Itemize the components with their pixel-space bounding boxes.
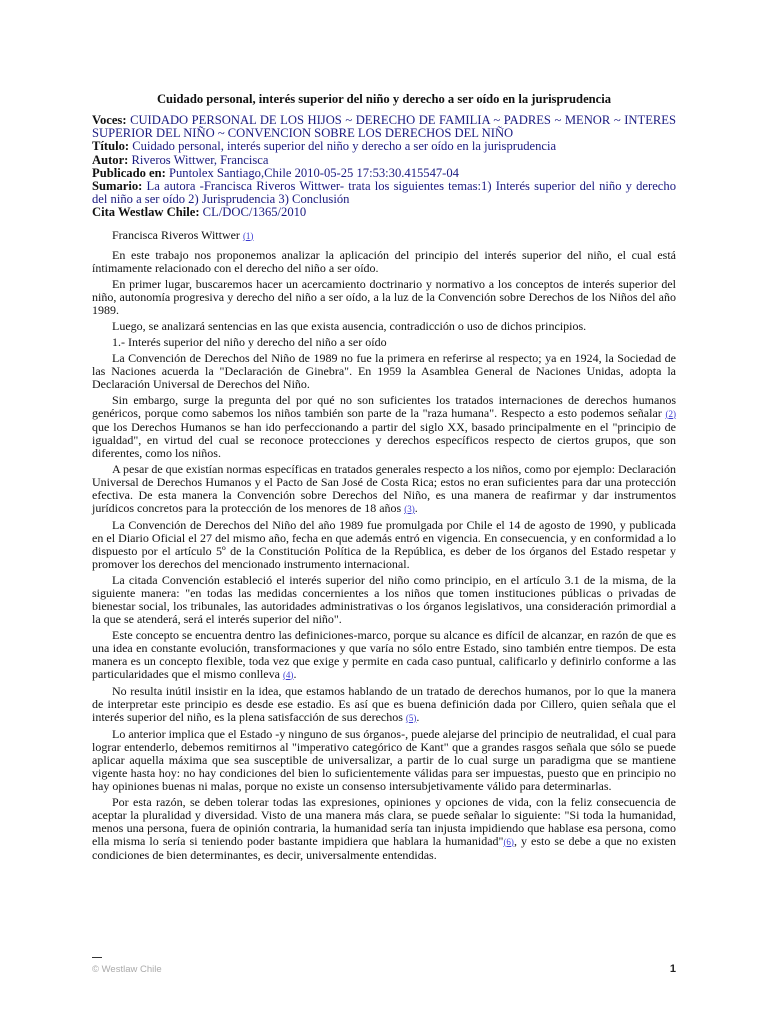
footnote-link-5[interactable]: (5) (405, 712, 417, 723)
author-line (92, 229, 676, 243)
paragraph-13-text-a: Por esta razón, se deben tolerar todas las expresiones, opiniones y opciones de vida, con la feliz consecuencia de aceptar la pluralidad y diversidad. Visto de una manera más clara, se puede señalar lo siguiente: "Si toda la humanidad, menos una persona, fuera de opinión contraria, la humanidad sería tan injusta impidiendo que hablase esa persona, como ella misma lo sería si teniendo poder bastante impidiera que hablara la humanidad" (92, 794, 676, 848)
paragraph-6-text-b: que los Derechos Humanos se han ido perfeccionando a partir del siglo XX, basado principalmente en el "principio de igualdad", en virtud del cual se reconoce protecciones y derechos específicos respecto de ciertos grupos, que son diferentes, como los niños. (92, 419, 676, 460)
author-name: Francisca Riveros Wittwer (112, 227, 240, 242)
footer-copyright: © Westlaw Chile (92, 964, 162, 975)
footnote-link-4[interactable]: (4) (282, 669, 294, 680)
voces-value: CUIDADO PERSONAL DE LOS HIJOS ~ DERECHO DE FAMILIA ~ PADRES ~ MENOR ~ INTERES SUPERIOR DEL NIÑO ~ CONVENCION SOBRE LOS DERECHOS DEL NIÑO (92, 113, 676, 141)
voces-row (92, 114, 676, 140)
paragraph-7: A pesar de que existían normas específicas en tratados generales respecto a los niños, como por ejemplo: Declaración Universal de Derechos Humanos y el Pacto de San José de Costa Rica; estos no eran suficientes para dar una protección efectiva. De esta manera la Convención sobre Derechos del Niño, es una manera de reafirmar y dar instrumentos jurídicos concretos para la protección de los menores de 18 años (3). (92, 461, 676, 515)
paragraph-5: La Convención de Derechos del Niño de 1989 no fue la primera en referirse al respecto; ya en 1924, la Sociedad de las Naciones acuerda la "Declaración de Ginebra". En 1959 la Asamblea General de Naciones Unidas, adopta la Declaración Universal de Derechos del Niño. (92, 350, 676, 391)
publicado-value: Puntolex Santiago,Chile 2010-05-25 17:53:30.415547-04 (168, 165, 459, 180)
document-title: Cuidado personal, interés superior del niño y derecho a ser oído en la jurisprudencia (156, 92, 612, 106)
paragraph-11-text: No resulta inútil insistir en la idea, que estamos hablando de un tratado de derechos humanos, por lo que la manera de interpretar este principio es desde ese estadio. Es así que es buena definición dada por Cillero, quien señala que el interés superior del niño, es la plena satisfacción de sus derechos (92, 683, 676, 724)
footnote-link-1[interactable]: (1) (242, 230, 254, 241)
paragraph-13-text-b: , y esto se debe a que no existen condiciones de bien determinantes, es decir, universalmente entendidas. (92, 833, 677, 862)
sumario-row (92, 180, 676, 206)
cita-row (92, 206, 676, 219)
article-body (92, 229, 676, 862)
paragraph-6-text-a: Sin embargo, surge la pregunta del por qué no son suficientes los tratados internaciones de derechos humanos genéricos, porque como sabemos los niños también son parte de la "raza humana". Respecto a esto podemos señalar (92, 392, 676, 420)
paragraph-9: La citada Convención estableció el interés superior del niño como principio, en el artículo 3.1 de la misma, de la siguiente manera: "en todas las medidas concernientes a los niños que tomen instituciones públicas o privadas de bienestar social, los tribunales, las autoridades administrativas o los órganos legislativos, una consideración primordial a la que se atenderá, será el interés superior del niño". (92, 572, 676, 626)
paragraph-1: En este trabajo nos proponemos analizar la aplicación del principio del interés superior del niño, el cual está íntimamente relacionado con el derecho del niño a ser oído. (92, 247, 676, 275)
paragraph-6 (92, 394, 676, 460)
sumario-label: Sumario: (92, 179, 143, 194)
voces-label: Voces: (92, 113, 127, 127)
footnote-link-2[interactable]: (2) (665, 408, 677, 419)
metadata-block (92, 114, 676, 220)
paragraph-13 (92, 796, 676, 862)
sumario-value: La autora -Francisca Riveros Wittwer- trata los siguientes temas:1) Interés superior del niño y derecho del niño a ser oído 2) Jurisprudencia 3) Conclusión (92, 179, 676, 207)
publicado-label: Publicado en: (92, 165, 166, 180)
section-heading-1: 1.- Interés superior del niño y derecho del niño a ser oído (112, 334, 387, 349)
autor-label: Autor: (92, 152, 129, 167)
paragraph-7-text: A pesar de que existían normas específicas en tratados generales respecto a los niños, como por ejemplo: Declaración Universal de Derechos Humanos y el Pacto de San José de Costa Rica; estos no eran suficientes para dar una protección efectiva. De esta manera la Convención sobre Derechos del Niño, es una manera de reafirmar y dar instrumentos jurídicos concretos para la protección de los menores de 18 años (92, 461, 676, 515)
autor-value: Riveros Wittwer, Francisca (131, 152, 269, 167)
titulo-value: Cuidado personal, interés superior del niño y derecho a ser oído en la jurisprudencia (132, 139, 557, 154)
footer-divider (92, 957, 102, 958)
paragraph-10-text: Este concepto se encuentra dentro las definiciones-marco, porque su alcance es difícil de alcanzar, en razón de que es una idea en constante evolución, transformaciones y que varía no sólo entre Estado, sino también entre tiempos. De esta manera es un concepto flexible, toda vez que exige y permite en cada caso puntual, calificarlo y definirlo conforme a las particularidades que el mismo conlleva (92, 627, 676, 681)
paragraph-11: No resulta inútil insistir en la idea, que estamos hablando de un tratado de derechos humanos, por lo que la manera de interpretar este principio es desde ese estadio. Es así que es buena definición dada por Cillero, quien señala que el interés superior del niño, es la plena satisfacción de sus derechos (5). (92, 683, 676, 724)
titulo-label: Título: (92, 139, 130, 154)
paragraph-2: En primer lugar, buscaremos hacer un acercamiento doctrinario y normativo a los conceptos de interés superior del niño, autonomía progresiva y derecho del niño a ser oído, a la luz de la Convención sobre Derechos de los Niños del año 1989. (92, 276, 676, 317)
footnote-link-6[interactable]: (6) (503, 836, 514, 847)
paragraph-10: Este concepto se encuentra dentro las definiciones-marco, porque su alcance es difícil de alcanzar, en razón de que es una idea en constante evolución, transformaciones y que varía no sólo entre Estado, sino también entre tiempos. De esta manera es un concepto flexible, toda vez que exige y permite en cada caso puntual, calificarlo y definirlo conforme a las particularidades que el mismo conlleva (4). (92, 627, 676, 681)
paragraph-8: La Convención de Derechos del Niño del año 1989 fue promulgada por Chile el 14 de agosto de 1990, y publicada en el Diario Oficial el 27 del mismo año, fecha en que además entró en vigencia. En consecuencia, y en conformidad a lo dispuesto por el artículo 5º de la Constitución Política de la República, es deber de los órganos del Estado respetar y promover los derechos del mencionado instrumento internacional. (92, 517, 676, 571)
document-page (92, 92, 676, 865)
cita-value: CL/DOC/1365/2010 (202, 205, 307, 220)
page-number: 1 (669, 963, 676, 975)
paragraph-3: Luego, se analizará sentencias en las que exista ausencia, contradicción o uso de dichos principios. (112, 318, 587, 333)
paragraph-12: Lo anterior implica que el Estado -y ninguno de sus órganos-, puede alejarse del principio de neutralidad, el cual para lograr entenderlo, debemos remitirnos al "imperativo categórico de Kant" que a grandes rasgos señala que sólo se puede aplicar aquella máxima que sea susceptible de universalizar, a partir de lo cual surge un paradigma que se mantiene vigente hasta hoy: no hay condiciones del bien lo suficientemente válidas para ser impuestas, puesto que en principio no hay opiniones buenas ni malas, porque no existe un consenso intersubjetivamente válido para determinarlas. (92, 726, 676, 793)
cita-label: Cita Westlaw Chile: (92, 205, 200, 220)
footnote-link-3[interactable]: (3) (404, 503, 415, 514)
